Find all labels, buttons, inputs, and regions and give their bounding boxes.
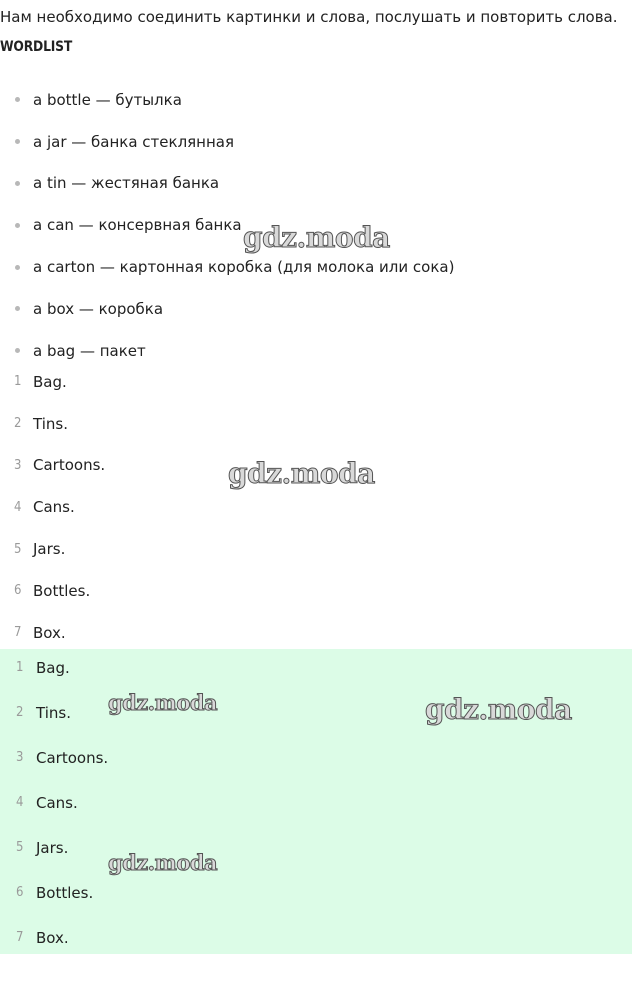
list-item [0, 79, 632, 121]
answer-list [0, 361, 632, 654]
wordlist-entry: a can — консервная банка [33, 216, 242, 235]
watermark: gdz.moda [243, 221, 390, 254]
wordlist-entry: a carton — картонная коробка (для молока или сока) [33, 258, 455, 277]
bullet-icon [15, 181, 20, 186]
bullet-icon [15, 348, 20, 353]
wordlist-entry: a box — коробка [33, 299, 164, 318]
answer-text: Cans. [33, 498, 75, 517]
list-item [0, 825, 632, 870]
list-item [0, 121, 632, 163]
answer-text: Tins. [36, 703, 71, 722]
list-item [0, 915, 632, 960]
item-number: 2 [16, 705, 24, 720]
list-item [0, 690, 632, 735]
answer-text: Bag. [33, 372, 67, 391]
list-item [0, 445, 632, 487]
bullet-icon [15, 306, 20, 311]
answer-text: Box. [33, 623, 66, 642]
list-item [0, 361, 632, 403]
answer-text: Cartoons. [33, 456, 106, 475]
list-item [0, 204, 632, 246]
watermark: gdz.moda [228, 457, 375, 490]
wordlist [0, 79, 632, 372]
list-item [0, 780, 632, 825]
list-item [0, 570, 632, 612]
list-item [0, 645, 632, 690]
list-item [0, 870, 632, 915]
answer-text: Bottles. [33, 581, 91, 600]
answer-text: Tins. [33, 414, 68, 433]
wordlist-entry: a bag — пакет [33, 341, 146, 360]
list-item [0, 288, 632, 330]
answer-text: Cartoons. [36, 748, 109, 767]
list-item [0, 246, 632, 288]
item-number: 3 [16, 750, 24, 765]
wordlist-entry: a tin — жестяная банка [33, 174, 220, 193]
answer-text: Jars. [33, 540, 66, 559]
list-item [0, 486, 632, 528]
item-number: 5 [16, 840, 24, 855]
item-number: 1 [16, 660, 24, 675]
item-number: 4 [16, 795, 24, 810]
answer-text: Cans. [36, 793, 78, 812]
bullet-icon [15, 97, 20, 102]
item-number: 7 [16, 930, 24, 945]
wordlist-heading: WORDLIST [0, 39, 73, 55]
watermark: gdz.moda [108, 690, 218, 715]
bullet-icon [15, 265, 20, 270]
item-number: 2 [14, 416, 22, 432]
watermark: gdz.moda [108, 850, 218, 875]
list-item [0, 163, 632, 205]
item-number: 1 [14, 374, 22, 390]
item-number: 5 [14, 541, 22, 557]
item-number: 6 [14, 583, 22, 599]
item-number: 6 [16, 885, 24, 900]
list-item [0, 735, 632, 780]
highlighted-answer-list [0, 645, 632, 960]
answer-text: Jars. [36, 838, 69, 857]
wordlist-entry: a jar — банка стеклянная [33, 132, 235, 151]
list-item [0, 528, 632, 570]
item-number: 4 [14, 499, 22, 515]
wordlist-entry: a bottle — бутылка [33, 90, 182, 109]
list-item [0, 403, 632, 445]
bullet-icon [15, 139, 20, 144]
answer-text: Bottles. [36, 883, 94, 902]
answer-text: Box. [36, 928, 69, 947]
intro-text: Нам необходимо соединить картинки и слова, послушать и повторить слова. [0, 8, 618, 26]
item-number: 7 [14, 625, 22, 641]
watermark: gdz.moda [425, 693, 572, 726]
bullet-icon [15, 223, 20, 228]
answer-text: Bag. [36, 658, 70, 677]
item-number: 3 [14, 457, 22, 473]
